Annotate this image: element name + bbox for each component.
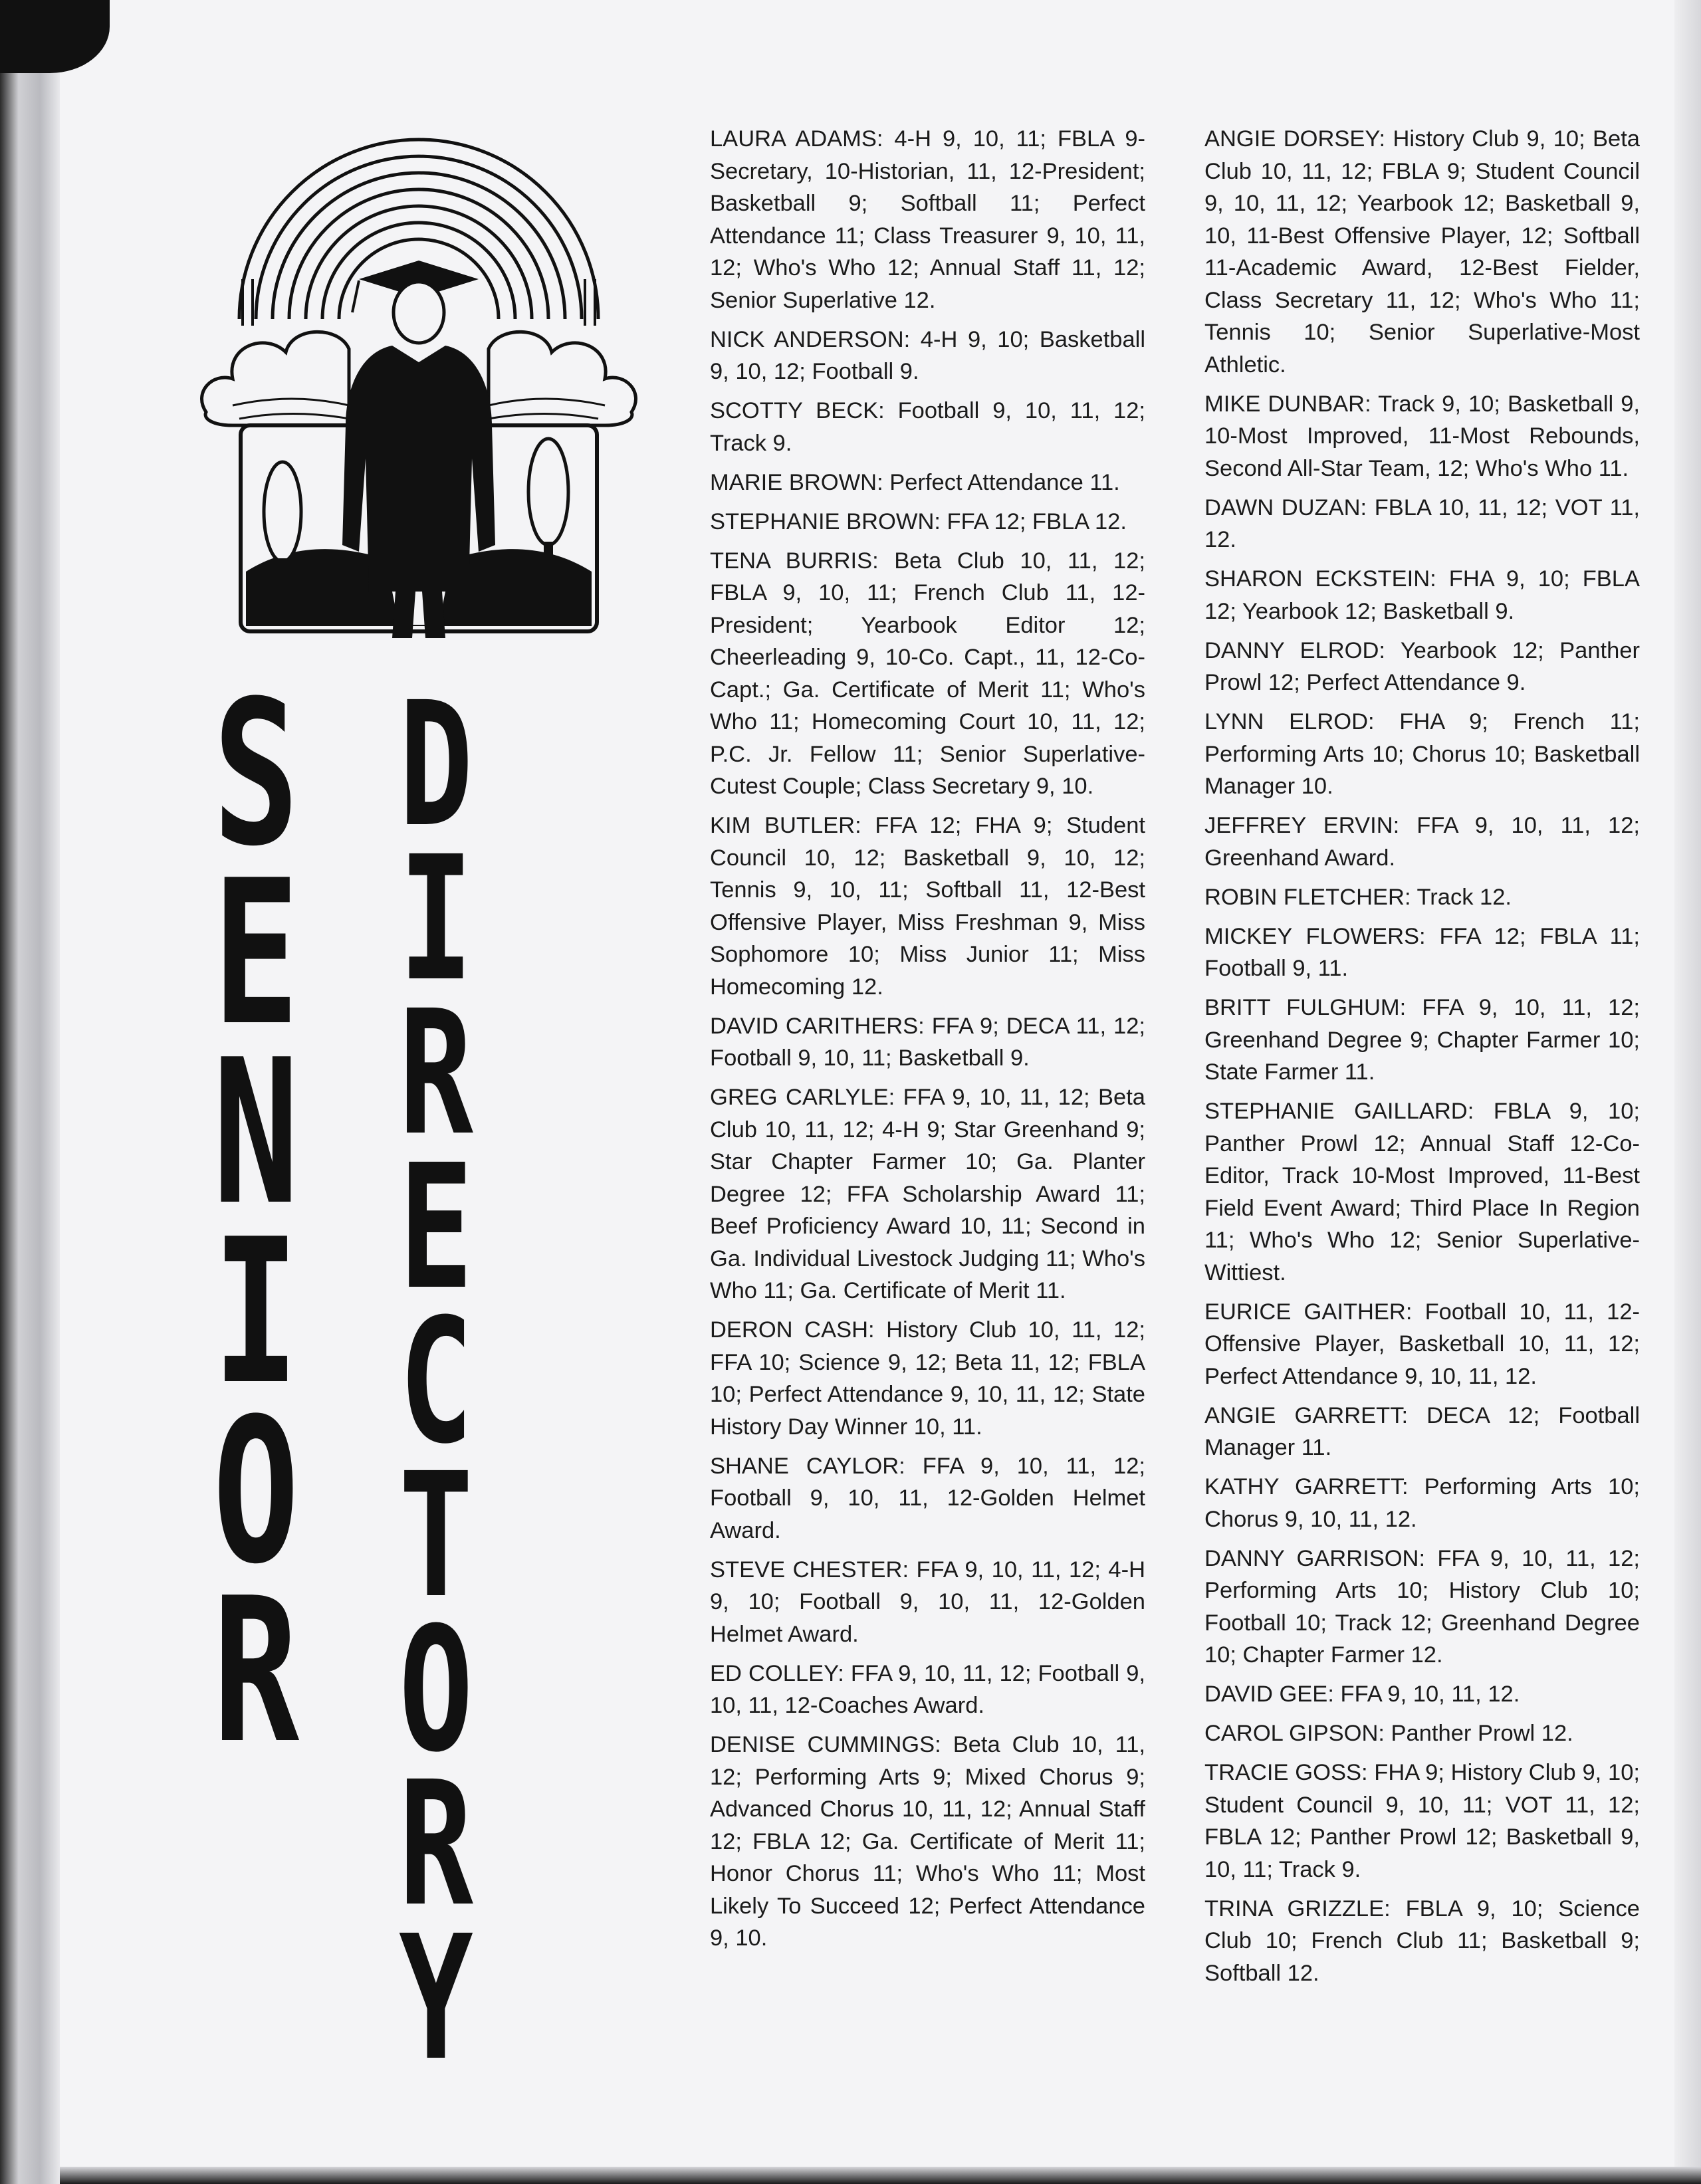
senior-entry: DENISE CUMMINGS: Beta Club 10, 11, 12; Performing Arts 9; Mixed Chorus 9; Advanced Chorus 10, 11, 12; Annual Staff 12; FBLA 12; Ga. Certificate of Merit 11; Honor Chorus 11; Who's Who 11; Most Likely To Succeed 12; Perfect Attendance 9, 10. (710, 1732, 1145, 1951)
senior-entry: STEVE CHESTER: FFA 9, 10, 11, 12; 4-H 9, 10; Football 9, 10, 11, 12-Golden Helmet Award. (710, 1557, 1145, 1647)
senior-entry: SCOTTY BECK: Football 9, 10, 11, 12; Track 9. (710, 398, 1145, 456)
title-letter: D (399, 665, 473, 865)
title-letter: E (399, 1128, 473, 1327)
page-binding-edge (0, 0, 60, 2184)
senior-entry: ROBIN FLETCHER: Track 12. (1204, 884, 1512, 910)
directory-column-right (1204, 123, 1640, 1997)
senior-entry: DAWN DUZAN: FBLA 10, 11, 12; VOT 11, 12. (1204, 494, 1640, 552)
page-right-edge (1674, 0, 1701, 2184)
senior-entry: LAURA ADAMS: 4-H 9, 10, 11; FBLA 9-Secretary, 10-Historian, 11, 12-President; Basketball 9; Softball 11; Perfect Attendance 11; Class Treasurer 9, 10, 11, 12; Who's Who 12; Annual Staff 11, 12; Senior Superlative 12. (710, 126, 1145, 313)
senior-entry: TENA BURRIS: Beta Club 10, 11, 12; FBLA 9, 10, 11; French Club 11, 12-President; Yearbook Editor 12; Cheerleading 9, 10-Co. Capt., 11, 12-Co-Capt.; Ga. Certificate of Merit 11; Who's Who 11; Homecoming Court 10, 11, 12; P.C. Jr. Fellow 11; Senior Superlative-Cutest Couple; Class Secretary 9, 10. (710, 548, 1145, 799)
directory-title-vertical (399, 665, 473, 2098)
senior-entry: MIKE DUNBAR: Track 9, 10; Basketball 9, 10-Most Improved, 11-Most Rebounds, Second All-Star Team, 12; Who's Who 11. (1204, 391, 1640, 481)
title-letter: R (399, 974, 473, 1173)
senior-entry: ANGIE DORSEY: History Club 9, 10; Beta Club 10, 11, 12; FBLA 9; Student Council 9, 10, 11, 12; Yearbook 12; Basketball 9, 10, 11-Best Offensive Player, 12; Softball 11-Academic Award, 12-Best Fielder, Class Secretary 11, 12; Who's Who 11; Tennis 10; Senior Superlative-Most Athletic. (1204, 126, 1640, 378)
senior-entry: KIM BUTLER: FFA 12; FHA 9; Student Council 10, 12; Basketball 9, 10, 12; Tennis 9, 10, 11; Softball 11, 12-Best Offensive Player, Miss Freshman 9, Miss Sophomore 10; Miss Junior 11; Miss Homecoming 12. (710, 813, 1145, 1000)
title-letter: E (213, 837, 300, 1069)
page-bottom-edge (60, 2167, 1701, 2184)
senior-entry: JEFFREY ERVIN: FFA 9, 10, 11, 12; Greenhand Award. (1204, 813, 1640, 871)
directory-column-left (710, 123, 1145, 1961)
senior-entry: DANNY GARRISON: FFA 9, 10, 11, 12; Performing Arts 10; History Club 10; Football 10; Track 12; Greenhand Degree 10; Chapter Farmer 12. (1204, 1545, 1640, 1668)
title-letter: Y (399, 1899, 473, 2098)
senior-entry: CAROL GIPSON: Panther Prowl 12. (1204, 1721, 1573, 1746)
senior-entry: MARIE BROWN: Perfect Attendance 11. (710, 469, 1120, 495)
senior-entry: ANGIE GARRETT: DECA 12; Football Manager 11. (1204, 1402, 1640, 1460)
title-letter: R (213, 1555, 300, 1787)
title-letter: I (399, 819, 473, 1019)
title-letter: O (399, 1590, 473, 1790)
senior-entry: NICK ANDERSON: 4-H 9, 10; Basketball 9, 10, 12; Football 9. (710, 326, 1145, 384)
senior-title-vertical (213, 658, 300, 1787)
senior-entry: DERON CASH: History Club 10, 11, 12; FFA 10; Science 9, 12; Beta 11, 12; FBLA 10; Perfect Attendance 9, 10, 11, 12; State History Day Winner 10, 11. (710, 1317, 1145, 1440)
senior-entry: MICKEY FLOWERS: FFA 12; FBLA 11; Football 9, 11. (1204, 923, 1640, 981)
title-letter: R (399, 1745, 473, 1944)
senior-entry: ED COLLEY: FFA 9, 10, 11, 12; Football 9, 10, 11, 12-Coaches Award. (710, 1660, 1145, 1718)
page-corner-shadow (0, 0, 110, 73)
title-letter: T (399, 1436, 473, 1636)
senior-entry: SHARON ECKSTEIN: FHA 9, 10; FBLA 12; Yearbook 12; Basketball 9. (1204, 566, 1640, 624)
senior-entry: TRACIE GOSS: FHA 9; History Club 9, 10; Student Council 9, 10, 11; VOT 11, 12; FBLA 12; Panther Prowl 12; Basketball 9, 10, 11; Track 9. (1204, 1760, 1640, 1882)
senior-entry: DAVID CARITHERS: FFA 9; DECA 11, 12; Football 9, 10, 11; Basketball 9. (710, 1013, 1145, 1071)
senior-entry: GREG CARLYLE: FFA 9, 10, 11, 12; Beta Club 10, 11, 12; 4-H 9; Star Greenhand 9; Star Chapter Farmer 10; Ga. Planter Degree 12; FFA Scholarship Award 11; Beef Proficiency Award 10, 11; Second in Ga. Individual Livestock Judging 11; Who's Who 11; Ga. Certificate of Merit 11. (710, 1085, 1145, 1303)
title-letter: S (213, 658, 300, 890)
senior-entry: DANNY ELROD: Yearbook 12; Panther Prowl 12; Perfect Attendance 9. (1204, 637, 1640, 695)
senior-entry: DAVID GEE: FFA 9, 10, 11, 12. (1204, 1682, 1520, 1707)
graduate-emblem-illustration (193, 113, 645, 645)
senior-entry: EURICE GAITHER: Football 10, 11, 12-Offensive Player, Basketball 10, 11, 12; Perfect Attendance 9, 10, 11, 12. (1204, 1299, 1640, 1389)
senior-entry: TRINA GRIZZLE: FBLA 9, 10; Science Club 10; French Club 11; Basketball 9; Softball 12. (1204, 1896, 1640, 1986)
senior-entry: KATHY GARRETT: Performing Arts 10; Chorus 9, 10, 11, 12. (1204, 1474, 1640, 1532)
title-letter: O (213, 1376, 300, 1608)
senior-entry: LYNN ELROD: FHA 9; French 11; Performing Arts 10; Chorus 10; Basketball Manager 10. (1204, 709, 1640, 799)
title-letter: C (399, 1282, 473, 1481)
title-letter: I (213, 1196, 300, 1428)
senior-entry: STEPHANIE GAILLARD: FBLA 9, 10; Panther Prowl 12; Annual Staff 12-Co-Editor, Track 10-Most Improved, 11-Best Field Event Award; Third Place In Region 11; Who's Who 12; Senior Superlative-Wittiest. (1204, 1099, 1640, 1285)
senior-entry: STEPHANIE BROWN: FFA 12; FBLA 12. (710, 508, 1127, 534)
senior-entry: SHANE CAYLOR: FFA 9, 10, 11, 12; Football 9, 10, 11, 12-Golden Helmet Award. (710, 1453, 1145, 1543)
title-letter: N (213, 1017, 300, 1249)
senior-entry: BRITT FULGHUM: FFA 9, 10, 11, 12; Greenhand Degree 9; Chapter Farmer 10; State Farmer 11. (1204, 995, 1640, 1085)
